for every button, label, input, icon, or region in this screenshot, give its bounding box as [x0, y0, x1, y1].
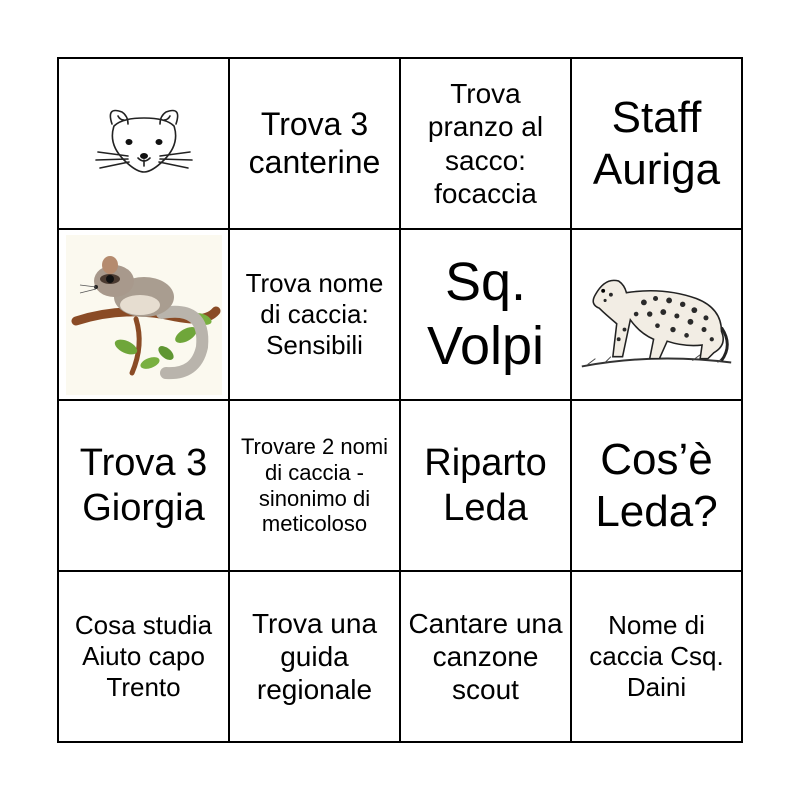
cell-text: Nome di caccia Csq. Daini — [589, 610, 724, 702]
bingo-cell-7[interactable] — [400, 229, 571, 400]
cell-text: Trova 3 canterine — [248, 105, 381, 180]
cell-text: Trovare 2 nomi di caccia - sinonimo di meticoloso — [240, 433, 389, 537]
bingo-cell-14[interactable] — [229, 571, 400, 742]
bingo-cell-weasel[interactable] — [58, 58, 229, 229]
cell-text: Sq. Volpi — [426, 251, 545, 376]
cell-text: Cos’è Leda? — [595, 434, 718, 536]
weasel-icon — [84, 94, 204, 194]
dormouse-icon — [66, 235, 222, 395]
bingo-cell-3[interactable] — [400, 58, 571, 229]
bingo-cell-15[interactable] — [400, 571, 571, 742]
cell-text: Riparto Leda — [424, 441, 547, 529]
bingo-cell-2[interactable] — [229, 58, 400, 229]
bingo-cell-10[interactable] — [229, 400, 400, 571]
cell-text: Cosa studia Aiuto capo Trento — [74, 610, 213, 702]
cell-text: Trova pranzo al sacco: focaccia — [427, 78, 544, 209]
bingo-cell-9[interactable] — [58, 400, 229, 571]
cell-text: Trova nome di caccia: Sensibili — [245, 268, 384, 360]
bingo-cell-6[interactable] — [229, 229, 400, 400]
bingo-cell-11[interactable] — [400, 400, 571, 571]
bingo-cell-leopard[interactable] — [571, 229, 742, 400]
cell-text: Staff Auriga — [592, 92, 721, 194]
bingo-cell-12[interactable] — [571, 400, 742, 571]
bingo-cell-16[interactable] — [571, 571, 742, 742]
leopard-icon — [576, 250, 737, 380]
cell-text: Cantare una canzone scout — [408, 607, 563, 706]
cell-text: Trova 3 Giorgia — [79, 441, 208, 529]
bingo-cell-dormouse[interactable] — [58, 229, 229, 400]
bingo-cell-13[interactable] — [58, 571, 229, 742]
bingo-board — [57, 57, 743, 743]
cell-text: Trova una guida regionale — [251, 607, 378, 706]
bingo-cell-4[interactable] — [571, 58, 742, 229]
